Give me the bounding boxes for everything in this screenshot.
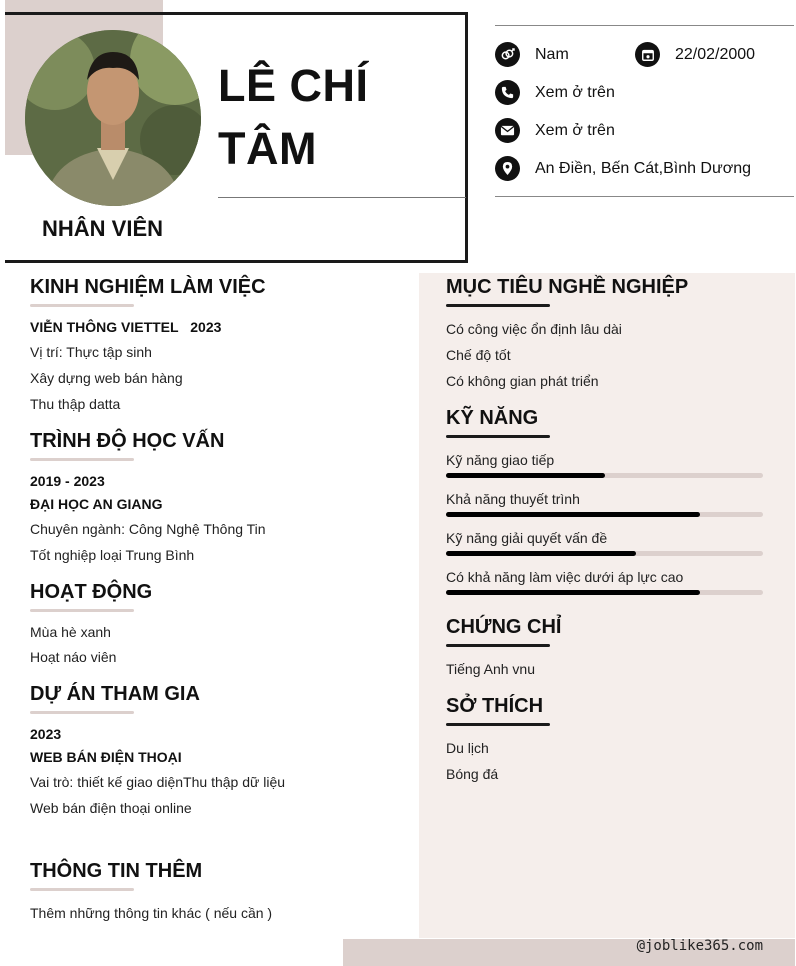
objective-title: MỤC TIÊU NGHỀ NGHIỆP <box>446 276 689 298</box>
skill-label: Có khả năng làm việc dưới áp lực cao <box>446 569 684 585</box>
experience-line: Thu thập datta <box>30 396 121 412</box>
objective-line: Có không gian phát triển <box>446 373 599 389</box>
gender-icon <box>495 42 520 67</box>
footer-watermark: @joblike365.com <box>636 938 763 954</box>
education-title-underline <box>30 458 134 461</box>
project-line: Web bán điện thoại online <box>30 800 192 816</box>
extra-info-line: Thêm những thông tin khác ( nếu cần ) <box>30 905 273 921</box>
contact-divider-top <box>495 25 794 26</box>
experience-line: Xây dựng web bán hàng <box>30 370 183 386</box>
activity-item: Mùa hè xanh <box>30 624 111 640</box>
certificates-title: CHỨNG CHỈ <box>446 616 562 638</box>
objective-line: Chế độ tốt <box>446 347 511 363</box>
education-period: 2019 - 2023 <box>30 473 105 489</box>
skill-bar <box>446 473 763 478</box>
hobbies-title-underline <box>446 723 550 726</box>
activities-title: HOẠT ĐỘNG <box>30 581 153 603</box>
skill-label: Kỹ năng giải quyết vấn đề <box>446 530 608 546</box>
address-value: An Điền, Bến Cát,Bình Dương <box>535 159 751 177</box>
candidate-name-line2: TÂM <box>218 123 317 174</box>
skill-bar-fill <box>446 512 700 517</box>
avatar-photo <box>25 30 201 206</box>
contact-address <box>495 156 751 181</box>
contact-divider-bottom <box>495 196 794 197</box>
experience-line: Vị trí: Thực tập sinh <box>30 344 152 360</box>
skill-label: Khả năng thuyết trình <box>446 491 580 507</box>
skill-bar-fill <box>446 473 605 478</box>
experience-title: KINH NGHIỆM LÀM VIỆC <box>30 276 266 298</box>
education-school: ĐẠI HỌC AN GIANG <box>30 496 163 512</box>
skill-bar <box>446 590 763 595</box>
skill-bar-fill <box>446 551 636 556</box>
email-value: Xem ở trên <box>535 121 615 139</box>
map-pin-icon <box>495 156 520 181</box>
candidate-name-line1: LÊ CHÍ <box>218 60 369 111</box>
certificates-title-underline <box>446 644 550 647</box>
gender-value: Nam <box>535 45 569 63</box>
experience-company-name: VIỄN THÔNG VIETTEL <box>30 319 179 335</box>
hobby-item: Du lịch <box>446 740 489 756</box>
envelope-icon <box>495 118 520 143</box>
objective-title-underline <box>446 304 550 307</box>
projects-title: DỰ ÁN THAM GIA <box>30 683 200 705</box>
name-divider <box>218 197 466 198</box>
education-title: TRÌNH ĐỘ HỌC VẤN <box>30 430 225 452</box>
skills-title-underline <box>446 435 550 438</box>
skill-bar-fill <box>446 590 700 595</box>
contact-birthday <box>635 42 755 67</box>
phone-icon <box>495 80 520 105</box>
contact-email <box>495 118 615 143</box>
contact-gender <box>495 42 569 67</box>
phone-value: Xem ở trên <box>535 83 615 101</box>
project-line: Vai trò: thiết kế giao diệnThu thập dữ liệu <box>30 774 286 790</box>
avatar <box>25 30 201 206</box>
skill-label: Kỹ năng giao tiếp <box>446 452 555 468</box>
education-line: Tốt nghiệp loại Trung Bình <box>30 547 195 563</box>
experience-title-underline <box>30 304 134 307</box>
hobby-item: Bóng đá <box>446 766 499 782</box>
experience-company <box>30 319 221 335</box>
projects-title-underline <box>30 711 134 714</box>
skill-bar <box>446 512 763 517</box>
activity-item: Hoạt náo viên <box>30 649 117 665</box>
extra-info-title-underline <box>30 888 134 891</box>
calendar-icon <box>635 42 660 67</box>
candidate-name <box>218 54 369 180</box>
activities-title-underline <box>30 609 134 612</box>
experience-year: 2023 <box>190 319 222 335</box>
hobbies-title: SỞ THÍCH <box>446 695 544 717</box>
job-title: NHÂN VIÊN <box>42 216 164 241</box>
project-year: 2023 <box>30 726 62 742</box>
certificate-item: Tiếng Anh vnu <box>446 661 535 677</box>
birthday-value: 22/02/2000 <box>675 45 756 63</box>
extra-info-title: THÔNG TIN THÊM <box>30 860 203 882</box>
skills-title: KỸ NĂNG <box>446 407 539 429</box>
contact-phone <box>495 80 615 105</box>
skill-bar <box>446 551 763 556</box>
project-name: WEB BÁN ĐIỆN THOẠI <box>30 749 182 765</box>
education-line: Chuyên ngành: Công Nghệ Thông Tin <box>30 521 266 537</box>
objective-line: Có công việc ổn định lâu dài <box>446 321 622 337</box>
